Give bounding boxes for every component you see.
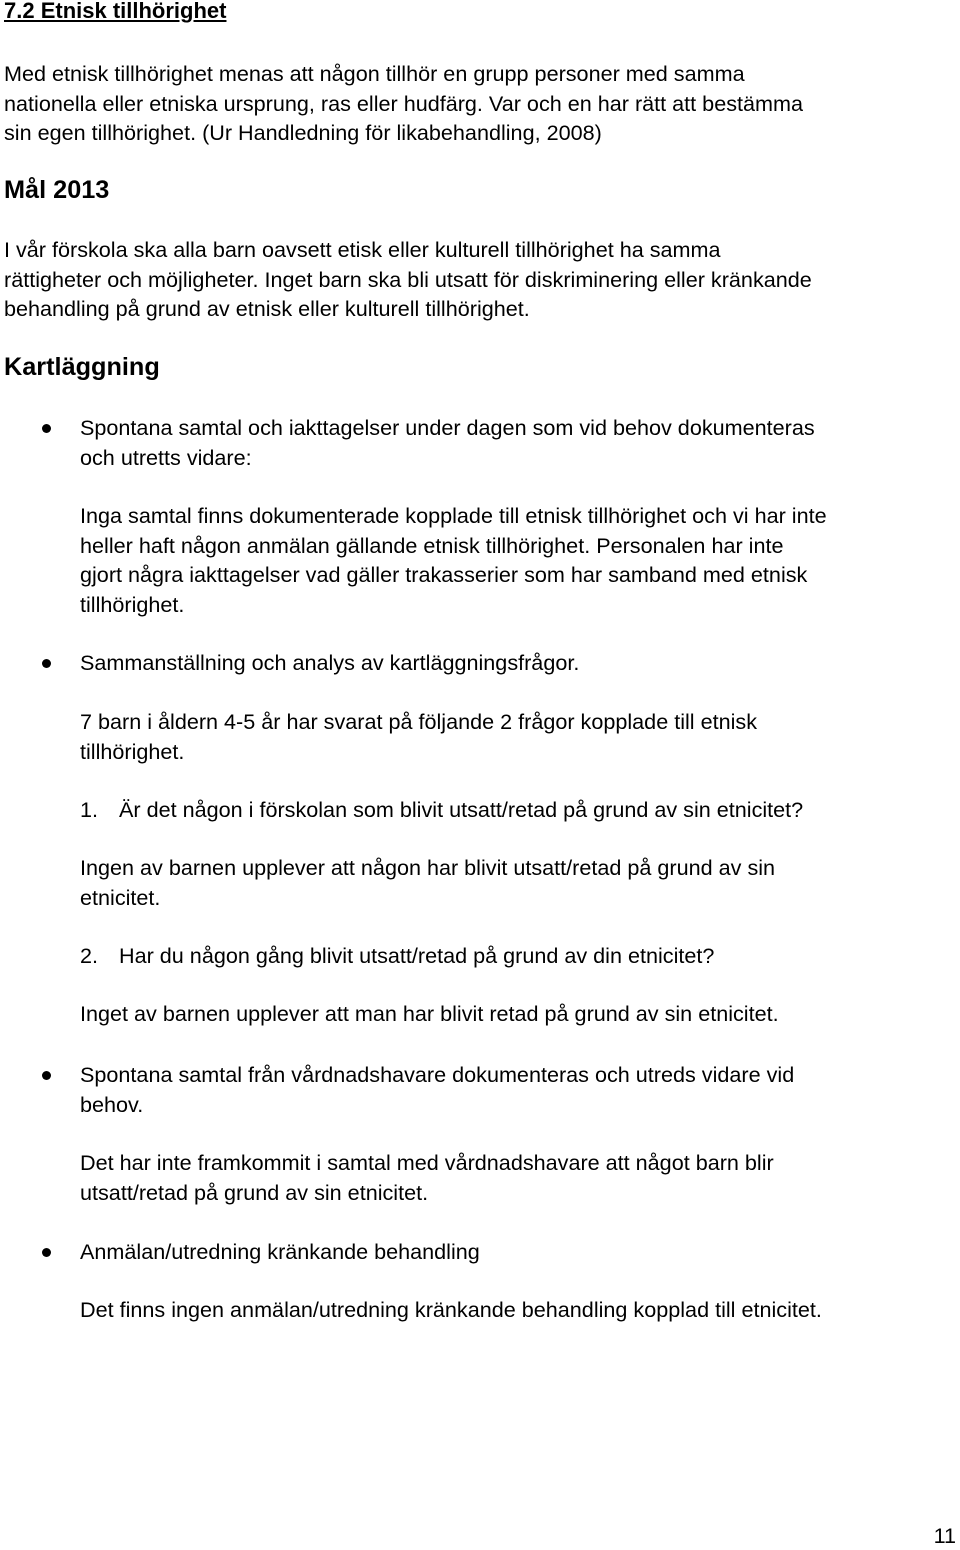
- definition-paragraph: Med etnisk tillhörighet menas att någon tillhör en grupp personer med samma nationella eller etniska ursprung, ras eller hudfärg. Var och en har rätt att bestämma sin egen tillhörighet. (Ur Handledning för likabehandling, 2008): [4, 61, 803, 145]
- mapping-heading: Kartläggning: [4, 353, 160, 381]
- question-number: 2.: [80, 943, 99, 968]
- section-heading: 7.2 Etnisk tillhörighet: [4, 0, 227, 23]
- bullet-icon: [42, 659, 51, 668]
- mapping-item-title: Anmälan/utredning kränkande behandling: [80, 1239, 480, 1264]
- question-text: Har du någon gång blivit utsatt/retad på grund av din etnicitet?: [119, 943, 715, 968]
- mapping-item-body: Det har inte framkommit i samtal med vårdnadshavare att något barn blir utsatt/retad på grund av sin etnicitet.: [80, 1150, 774, 1205]
- mapping-item-title: Spontana samtal från vårdnadshavare dokumenteras och utreds vidare vid behov.: [80, 1062, 795, 1117]
- question-answer: Ingen av barnen upplever att någon har blivit utsatt/retad på grund av sin etnicitet.: [80, 855, 776, 910]
- question-answer: Inget av barnen upplever att man har blivit retad på grund av sin etnicitet.: [80, 1001, 779, 1026]
- page-number: 11: [933, 1523, 956, 1548]
- mapping-item-title: Sammanställning och analys av kartläggningsfrågor.: [80, 650, 580, 675]
- bullet-icon: [42, 424, 51, 433]
- goal-heading: Mål 2013: [4, 176, 110, 204]
- mapping-item-body: Inga samtal finns dokumenterade kopplade till etnisk tillhörighet och vi har inte heller haft någon anmälan gällande etnisk tillhörighet. Personalen har inte gjort några iakttagelser vad gäller trakasserier som har samband med etnisk tillhörighet.: [80, 503, 827, 617]
- mapping-item-intro: 7 barn i åldern 4-5 år har svarat på följande 2 frågor kopplade till etnisk tillhörighet.: [80, 709, 757, 764]
- bullet-icon: [42, 1071, 51, 1080]
- question-number: 1.: [80, 797, 99, 822]
- bullet-icon: [42, 1248, 51, 1257]
- goal-paragraph: I vår förskola ska alla barn oavsett etisk eller kulturell tillhörighet ha samma rättigheter och möjligheter. Inget barn ska bli utsatt för diskriminering eller kränkande behandling på grund av etnisk eller kulturell tillhörighet.: [4, 237, 812, 321]
- mapping-item-title: Spontana samtal och iakttagelser under dagen som vid behov dokumenteras och utretts vidare:: [80, 415, 815, 470]
- mapping-item-body: Det finns ingen anmälan/utredning kränkande behandling kopplad till etnicitet.: [80, 1297, 822, 1322]
- question-text: Är det någon i förskolan som blivit utsatt/retad på grund av sin etnicitet?: [119, 797, 804, 822]
